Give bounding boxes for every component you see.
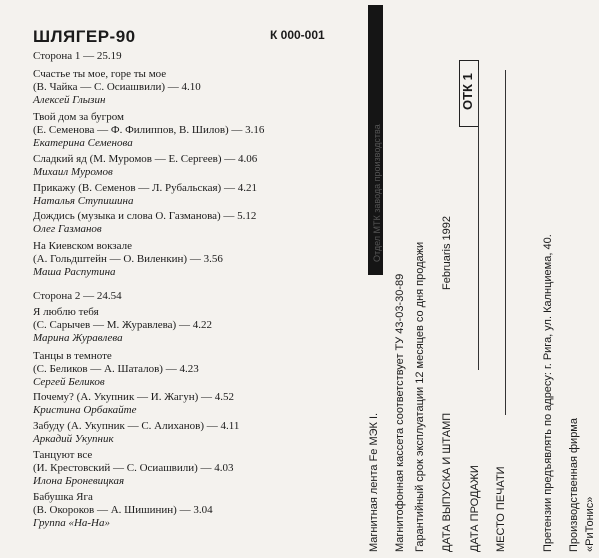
track-2 <box>33 111 353 150</box>
manufacturer-label: Производственная фирма <box>568 418 580 552</box>
track-6 <box>33 240 353 279</box>
track-performer: Алексей Глызин <box>33 94 106 106</box>
track-authors: (А. Гольдштейн — О. Виленкин) — 3.56 <box>33 253 223 265</box>
track-7 <box>33 306 353 345</box>
track-title: Я люблю тебя <box>33 306 99 318</box>
track-performer: Сергей Беликов <box>33 376 105 388</box>
track-title: Прикажу (В. Семенов — Л. Рубальская) — 4.21 <box>33 182 257 194</box>
track-performer: Кристина Орбакайте <box>33 404 137 416</box>
track-title: Твой дом за бугром <box>33 111 124 123</box>
claims-address-text: Претензии предъявлять по адресу: г. Рига, ул. Калнциема, 40. <box>542 234 554 552</box>
track-performer: Маша Распутина <box>33 266 116 278</box>
album-title: ШЛЯГЕР-90 <box>33 27 136 46</box>
track-1 <box>33 68 353 107</box>
manufacturer-name: «РиТонис» <box>584 496 596 552</box>
track-9 <box>33 391 353 417</box>
sale-date-line <box>478 70 479 370</box>
warranty-text: Гарантийный срок эксплуатации 12 месяцев со дня продажи <box>414 241 426 552</box>
track-title: Танцы в темноте <box>33 350 112 362</box>
track-authors: (И. Крестовский — С. Осиашвили) — 4.03 <box>33 462 234 474</box>
track-11 <box>33 449 353 488</box>
info-panel <box>350 0 599 558</box>
standard-text: Магнитофонная кассета соответствует ТУ 43-03-30-89 <box>394 273 406 552</box>
track-performer: Олег Газманов <box>33 223 102 235</box>
side-1-label: Сторона 1 — 25.19 <box>33 50 122 62</box>
track-authors: (В. Окороков — А. Шишинин) — 3.04 <box>33 504 213 516</box>
release-date-label: ДАТА ВЫПУСКА И ШТАМП <box>441 412 453 552</box>
tape-type-text: Магнитная лента Fe МЭК I. <box>368 412 380 552</box>
track-performer: Марина Журавлева <box>33 332 123 344</box>
track-12 <box>33 491 353 530</box>
track-performer: Группа «На-На» <box>33 517 110 529</box>
release-date: Februaris 1992 <box>441 216 453 290</box>
catalog-number: К 000-001 <box>270 28 325 42</box>
stamp-place-label: МЕСТО ПЕЧАТИ <box>495 466 507 552</box>
track-title: Забуду (А. Укупник — С. Алиханов) — 4.11 <box>33 420 240 432</box>
track-performer: Илона Броневицкая <box>33 475 125 487</box>
track-10 <box>33 420 353 446</box>
track-title: Счастье ты мое, горе ты мое <box>33 68 167 80</box>
track-title: Танцуют все <box>33 449 93 461</box>
track-authors: (С. Сарычев — М. Журавлева) — 4.22 <box>33 319 212 331</box>
track-5 <box>33 210 353 236</box>
track-authors: (В. Чайка — С. Осиашвили) — 4.10 <box>33 81 201 93</box>
sale-date-label: ДАТА ПРОДАЖИ <box>469 465 481 552</box>
otk-stamp-text: ОТК 1 <box>460 73 475 110</box>
track-title: Сладкий яд (М. Муромов — Е. Сергеев) — 4.06 <box>33 153 258 165</box>
track-performer: Михаил Муромов <box>33 166 113 178</box>
track-title: На Киевском вокзале <box>33 240 132 252</box>
side-2-label: Сторона 2 — 24.54 <box>33 290 122 302</box>
track-title: Дождись (музыка и слова О. Газманова) — 5.12 <box>33 210 257 222</box>
track-authors: (Е. Семенова — Ф. Филиппов, В. Шилов) — 3.16 <box>33 124 265 136</box>
track-performer: Екатерина Семенова <box>33 137 133 149</box>
stamp-place-line <box>505 70 506 415</box>
track-8 <box>33 350 353 389</box>
track-performer: Аркадий Укупник <box>33 433 114 445</box>
track-4 <box>33 182 353 208</box>
track-title: Почему? (А. Укупник — И. Жагун) — 4.52 <box>33 391 235 403</box>
track-3 <box>33 153 353 179</box>
production-strip-text: Отдел МТК завода производства <box>372 124 382 262</box>
track-title: Бабушка Яга <box>33 491 93 503</box>
track-performer: Наталья Ступишина <box>33 195 134 207</box>
track-authors: (С. Беликов — А. Шаталов) — 4.23 <box>33 363 199 375</box>
